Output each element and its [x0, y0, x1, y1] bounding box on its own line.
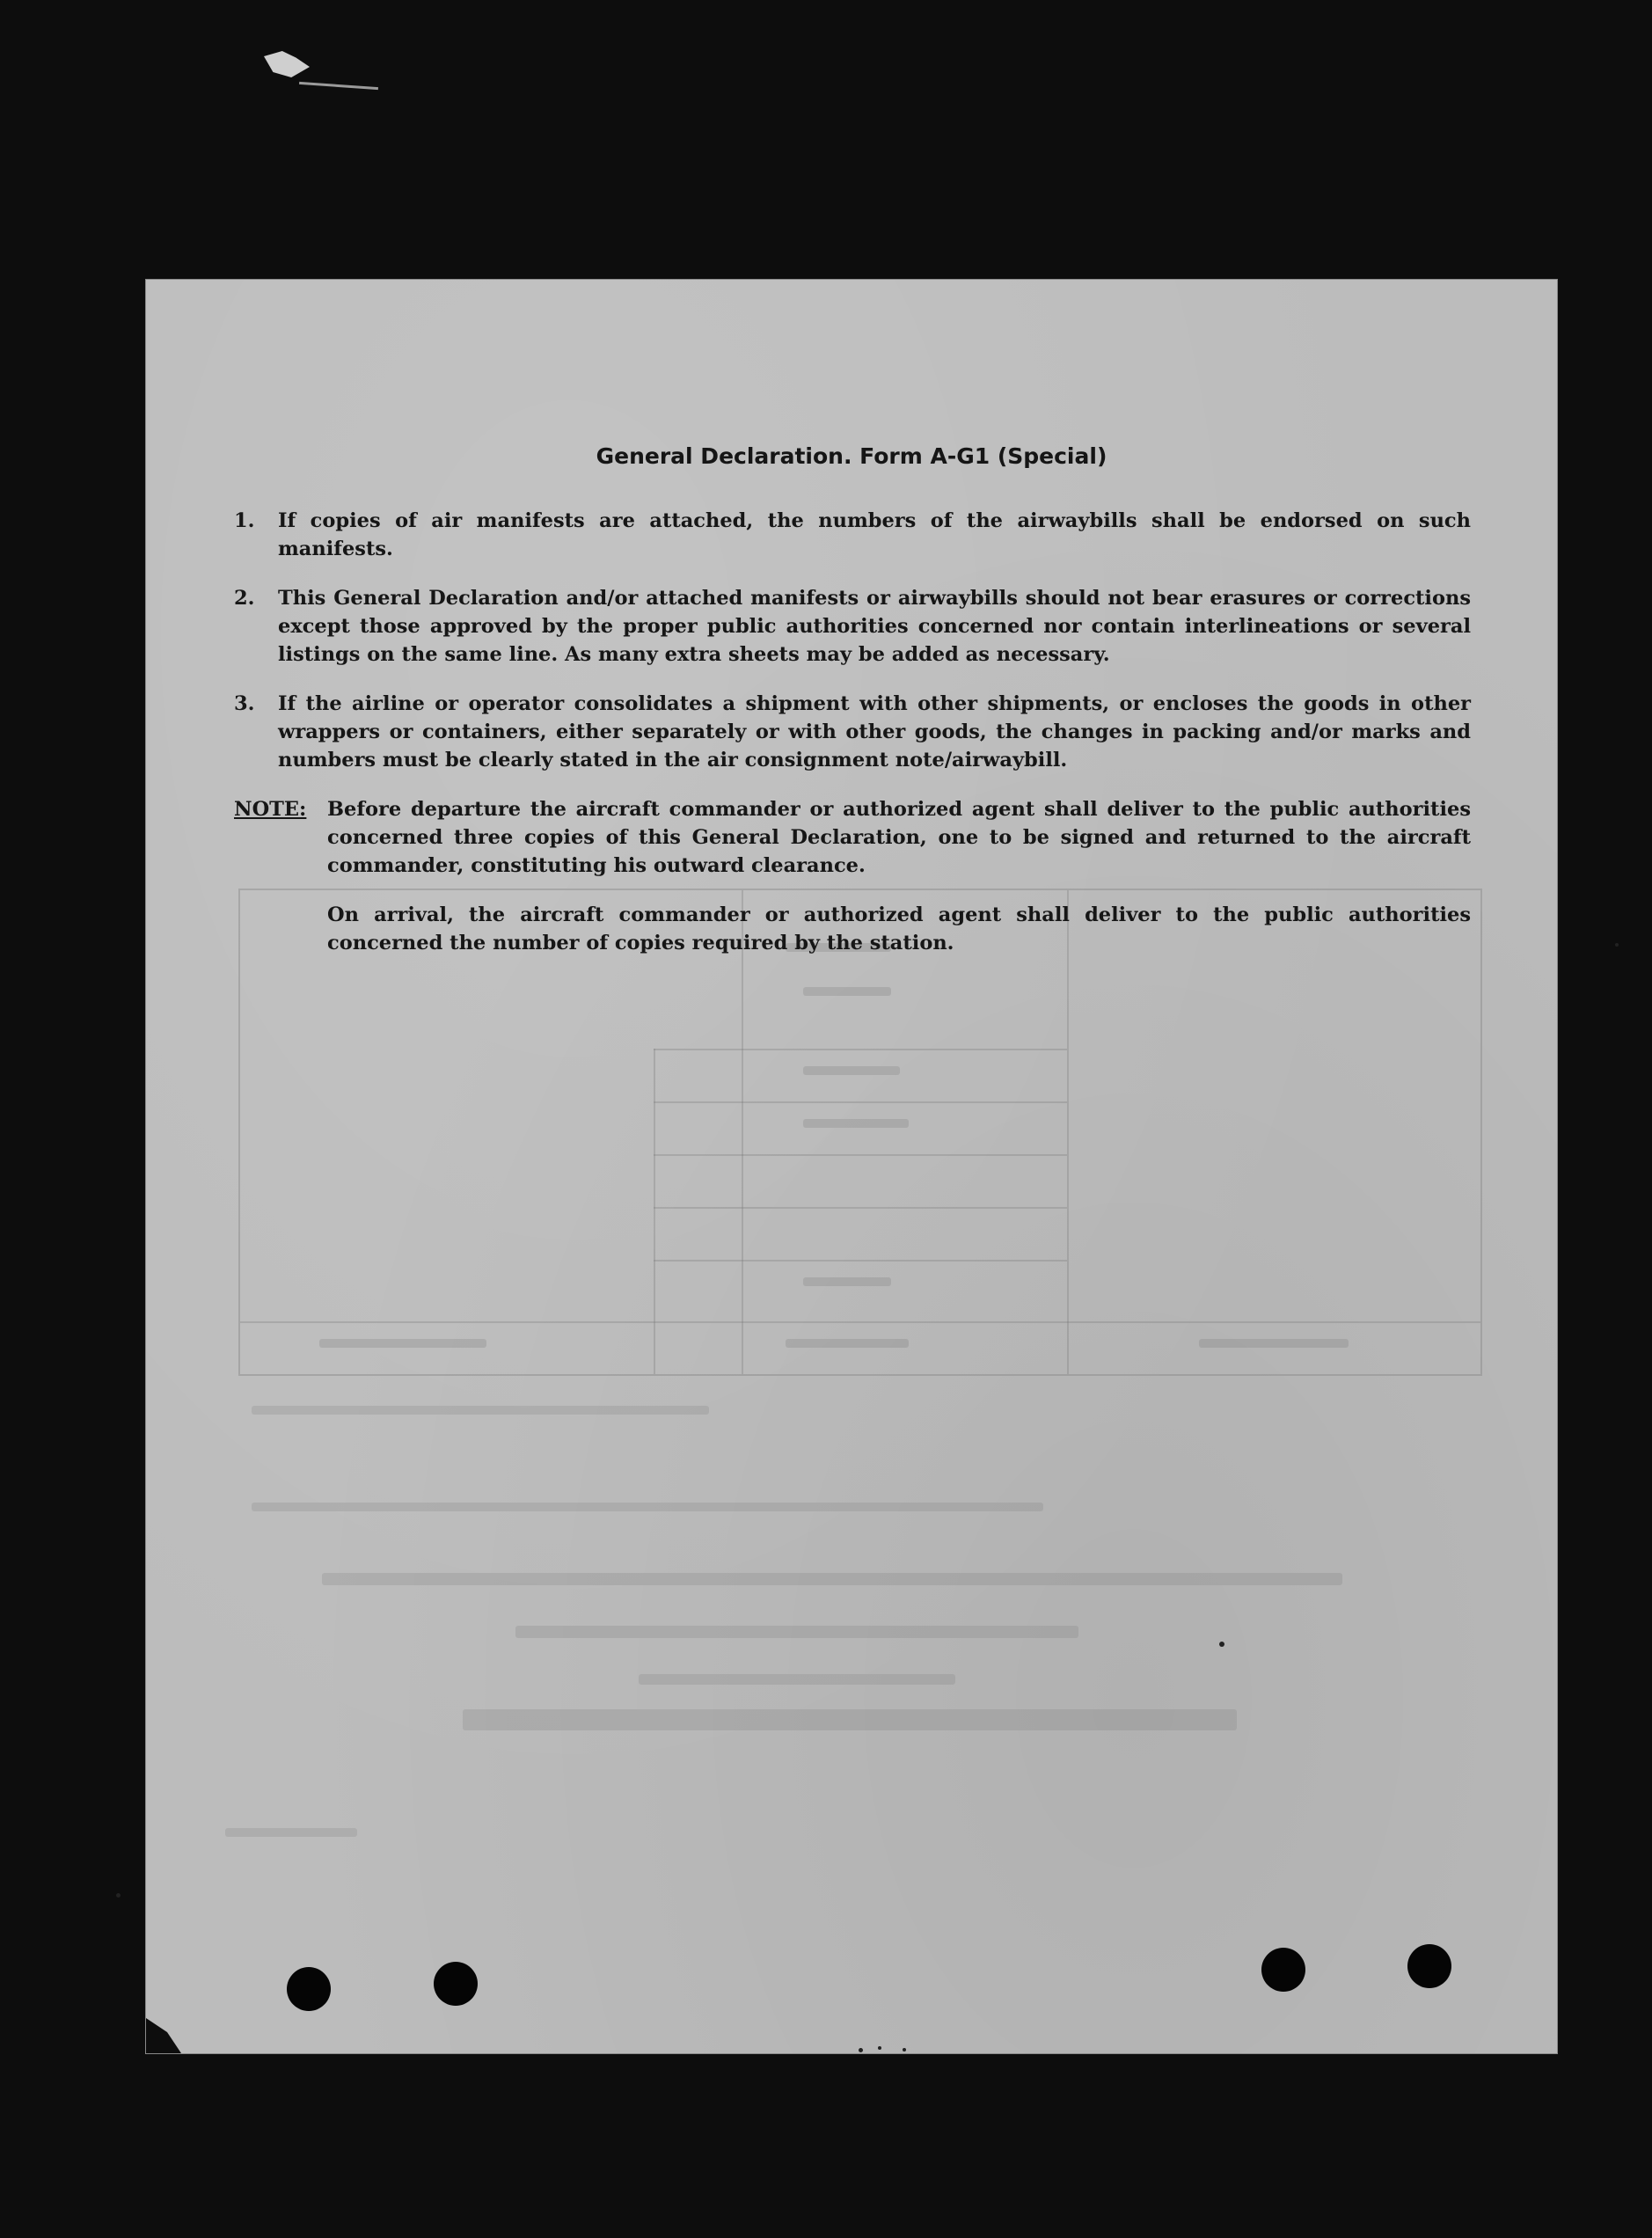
document-title: General Declaration. Form A-G1 (Special)	[596, 443, 1107, 469]
note-label: NOTE:	[234, 798, 307, 821]
item-text: If copies of air manifests are attached, the numbers of the airwaybills shall be endorsed on such manifests.	[278, 509, 1471, 560]
note-paragraph: On arrival, the aircraft commander or authorized agent shall deliver to the public authorities concerned the number of copies required by the station.	[327, 903, 1471, 954]
speck	[116, 1893, 121, 1898]
punch-hole	[287, 1967, 331, 2011]
bleed-through-text	[463, 1709, 1237, 1730]
item-text: If the airline or operator consolidates a shipment with other shipments, or encloses the goods in other wrappers or containers, either separately or with other goods, the changes in packing and/or marks and numbers must be clearly stated in the air consignment note/airwaybill.	[278, 692, 1471, 772]
bleed-through-text	[639, 1674, 955, 1685]
speck	[903, 2048, 906, 2052]
instruction-item	[234, 507, 1471, 563]
punch-hole	[434, 1962, 478, 2006]
bleed-through-text	[322, 1573, 1342, 1585]
instructions-list	[234, 507, 1471, 978]
bleed-through-text	[252, 1503, 1043, 1511]
speck	[859, 2048, 863, 2052]
paper-scrap-tail	[299, 82, 378, 90]
item-number: 1.	[234, 509, 255, 532]
bleed-through-text	[515, 1626, 1078, 1638]
instruction-item	[234, 584, 1471, 669]
punch-hole	[1407, 1944, 1451, 1988]
document-sheet	[146, 280, 1557, 2053]
instruction-item	[234, 690, 1471, 774]
torn-corner	[146, 2018, 181, 2053]
item-text: This General Declaration and/or attached manifests or airwaybills should not bear erasures or corrections except those approved by the proper public authorities concerned nor contain interlineations or several listings on the same line. As many extra sheets may be added as necessary.	[278, 587, 1471, 666]
item-number: 2.	[234, 587, 255, 610]
note-block	[234, 795, 1471, 978]
speck	[878, 2046, 881, 2050]
paper-scrap	[264, 51, 310, 77]
item-number: 3.	[234, 692, 255, 715]
speck	[1219, 1642, 1224, 1647]
bleed-through-text	[225, 1828, 357, 1837]
punch-hole	[1261, 1948, 1305, 1992]
speck	[1615, 943, 1619, 947]
note-paragraph: Before departure the aircraft commander or authorized agent shall deliver to the public authorities concerned three copies of this General Declaration, one to be signed and returned to the aircraft commander, constituting his outward clearance.	[327, 798, 1471, 877]
note-body	[327, 795, 1471, 978]
bleed-through-text	[252, 1406, 709, 1415]
